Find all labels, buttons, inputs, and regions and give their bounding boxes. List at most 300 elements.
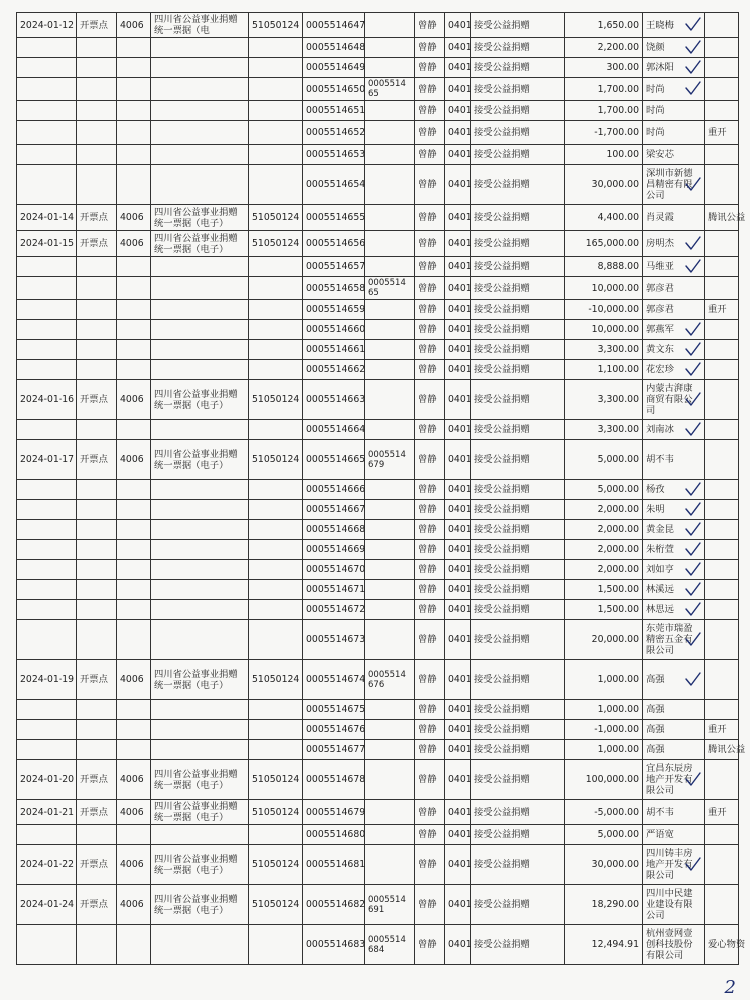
date-cell <box>17 277 77 300</box>
item-name-cell: 接受公益捐赠 <box>471 620 565 660</box>
region-cell <box>249 257 303 277</box>
amount-cell: 1,700.00 <box>565 101 643 121</box>
invoice-type-cell <box>151 78 249 101</box>
item-name-cell: 接受公益捐赠 <box>471 760 565 800</box>
payer-cell: 严语宽 <box>643 825 705 845</box>
table-row <box>17 165 739 205</box>
ref-no-cell <box>365 300 415 320</box>
payer-cell: 林溪远 <box>643 580 705 600</box>
point-cell <box>77 720 117 740</box>
note-cell <box>705 231 739 257</box>
checkmark-icon <box>684 481 702 497</box>
checkmark-icon <box>684 235 702 251</box>
amount-cell: 3,300.00 <box>565 340 643 360</box>
amount-cell: 1,000.00 <box>565 700 643 720</box>
table-row <box>17 38 739 58</box>
point-cell <box>77 257 117 277</box>
code-cell: 4006 <box>117 440 151 480</box>
point-cell <box>77 560 117 580</box>
table-row <box>17 300 739 320</box>
item-code-cell: 0401 <box>445 500 471 520</box>
date-cell <box>17 420 77 440</box>
point-cell <box>77 38 117 58</box>
invoice-type-cell <box>151 101 249 121</box>
item-name-cell: 接受公益捐赠 <box>471 420 565 440</box>
payer-cell: 肖灵霞 <box>643 205 705 231</box>
item-name-cell: 接受公益捐赠 <box>471 560 565 580</box>
point-cell <box>77 540 117 560</box>
note-cell: 重开 <box>705 121 739 145</box>
item-name-cell: 接受公益捐赠 <box>471 800 565 825</box>
invoice-no-cell: 0005514648 <box>303 38 365 58</box>
point-cell: 开票点 <box>77 13 117 38</box>
item-code-cell: 0401 <box>445 560 471 580</box>
code-cell <box>117 480 151 500</box>
checkmark-icon <box>684 16 702 32</box>
table-row <box>17 13 739 38</box>
date-cell <box>17 700 77 720</box>
checkmark-icon <box>684 541 702 557</box>
note-cell <box>705 277 739 300</box>
item-code-cell: 0401 <box>445 720 471 740</box>
payer-cell: 花宏珍 <box>643 360 705 380</box>
table-row <box>17 58 739 78</box>
ref-no-cell <box>365 500 415 520</box>
code-cell <box>117 145 151 165</box>
note-cell <box>705 340 739 360</box>
item-code-cell: 0401 <box>445 925 471 965</box>
code-cell: 4006 <box>117 231 151 257</box>
item-code-cell: 0401 <box>445 620 471 660</box>
item-name-cell: 接受公益捐赠 <box>471 231 565 257</box>
item-code-cell: 0401 <box>445 740 471 760</box>
point-cell <box>77 58 117 78</box>
invoice-no-cell: 0005514680 <box>303 825 365 845</box>
item-name-cell: 接受公益捐赠 <box>471 480 565 500</box>
point-cell <box>77 277 117 300</box>
payer-cell: 房明杰 <box>643 231 705 257</box>
region-cell <box>249 121 303 145</box>
code-cell: 4006 <box>117 660 151 700</box>
item-code-cell: 0401 <box>445 580 471 600</box>
date-cell <box>17 340 77 360</box>
date-cell <box>17 825 77 845</box>
item-name-cell: 接受公益捐赠 <box>471 600 565 620</box>
checkmark-icon <box>684 631 702 647</box>
note-cell <box>705 660 739 700</box>
amount-cell: 100,000.00 <box>565 760 643 800</box>
invoice-no-cell: 0005514681 <box>303 845 365 885</box>
ref-no-cell: 000551465 <box>365 78 415 101</box>
item-code-cell: 0401 <box>445 145 471 165</box>
date-cell <box>17 925 77 965</box>
point-cell <box>77 500 117 520</box>
payer-cell: 四川铸丰房地产开发有限公司 <box>643 845 705 885</box>
ref-no-cell: 0005514679 <box>365 440 415 480</box>
invoice-type-cell <box>151 38 249 58</box>
ref-no-cell: 000551465 <box>365 277 415 300</box>
item-code-cell: 0401 <box>445 165 471 205</box>
payer-cell: 马维亚 <box>643 257 705 277</box>
invoice-type-cell <box>151 700 249 720</box>
ref-no-cell <box>365 380 415 420</box>
date-cell: 2024-01-21 <box>17 800 77 825</box>
date-cell <box>17 38 77 58</box>
invoice-no-cell: 0005514672 <box>303 600 365 620</box>
note-cell: 重开 <box>705 800 739 825</box>
issuer-cell: 曾静 <box>415 520 445 540</box>
invoice-type-cell: 四川省公益事业捐赠统一票据（电子） <box>151 800 249 825</box>
payer-cell: 郭彦君 <box>643 300 705 320</box>
table-row <box>17 231 739 257</box>
invoice-type-cell <box>151 300 249 320</box>
ref-no-cell <box>365 320 415 340</box>
item-name-cell: 接受公益捐赠 <box>471 580 565 600</box>
issuer-cell: 曾静 <box>415 500 445 520</box>
item-name-cell: 接受公益捐赠 <box>471 38 565 58</box>
region-cell <box>249 620 303 660</box>
region-cell: 51050124 <box>249 760 303 800</box>
date-cell <box>17 620 77 660</box>
point-cell <box>77 360 117 380</box>
payer-cell: 高强 <box>643 740 705 760</box>
code-cell: 4006 <box>117 800 151 825</box>
point-cell: 开票点 <box>77 380 117 420</box>
payer-cell: 高强 <box>643 660 705 700</box>
region-cell <box>249 700 303 720</box>
issuer-cell: 曾静 <box>415 78 445 101</box>
amount-cell: 2,200.00 <box>565 38 643 58</box>
table-row <box>17 121 739 145</box>
date-cell: 2024-01-14 <box>17 205 77 231</box>
payer-cell: 时尚 <box>643 78 705 101</box>
region-cell: 51050124 <box>249 845 303 885</box>
item-name-cell: 接受公益捐赠 <box>471 340 565 360</box>
date-cell <box>17 58 77 78</box>
item-name-cell: 接受公益捐赠 <box>471 165 565 205</box>
invoice-no-cell: 0005514662 <box>303 360 365 380</box>
note-cell <box>705 500 739 520</box>
payer-cell: 朱桁萱 <box>643 540 705 560</box>
amount-cell: 1,500.00 <box>565 580 643 600</box>
table-row <box>17 825 739 845</box>
amount-cell: 12,494.91 <box>565 925 643 965</box>
point-cell: 开票点 <box>77 440 117 480</box>
region-cell <box>249 320 303 340</box>
invoice-no-cell: 0005514660 <box>303 320 365 340</box>
invoice-type-cell: 四川省公益事业捐赠统一票据（电子） <box>151 760 249 800</box>
note-cell <box>705 560 739 580</box>
invoice-type-cell <box>151 925 249 965</box>
issuer-cell: 曾静 <box>415 121 445 145</box>
note-cell <box>705 145 739 165</box>
ref-no-cell <box>365 520 415 540</box>
ref-no-cell <box>365 560 415 580</box>
amount-cell: 1,650.00 <box>565 13 643 38</box>
note-cell <box>705 257 739 277</box>
invoice-no-cell: 0005514683 <box>303 925 365 965</box>
date-cell: 2024-01-20 <box>17 760 77 800</box>
checkmark-icon <box>684 391 702 407</box>
item-code-cell: 0401 <box>445 58 471 78</box>
table-row <box>17 800 739 825</box>
checkmark-icon <box>684 856 702 872</box>
issuer-cell: 曾静 <box>415 13 445 38</box>
issuer-cell: 曾静 <box>415 58 445 78</box>
ref-no-cell <box>365 101 415 121</box>
note-cell: 重开 <box>705 300 739 320</box>
amount-cell: 300.00 <box>565 58 643 78</box>
item-name-cell: 接受公益捐赠 <box>471 380 565 420</box>
table-row <box>17 925 739 965</box>
invoice-no-cell: 0005514653 <box>303 145 365 165</box>
table-row <box>17 845 739 885</box>
amount-cell: 5,000.00 <box>565 480 643 500</box>
item-code-cell: 0401 <box>445 760 471 800</box>
item-code-cell: 0401 <box>445 825 471 845</box>
invoice-no-cell: 0005514674 <box>303 660 365 700</box>
region-cell <box>249 480 303 500</box>
ref-no-cell <box>365 165 415 205</box>
date-cell <box>17 520 77 540</box>
item-name-cell: 接受公益捐赠 <box>471 500 565 520</box>
table-row <box>17 380 739 420</box>
point-cell: 开票点 <box>77 845 117 885</box>
date-cell <box>17 320 77 340</box>
item-code-cell: 0401 <box>445 121 471 145</box>
region-cell: 51050124 <box>249 660 303 700</box>
code-cell <box>117 257 151 277</box>
invoice-no-cell: 0005514656 <box>303 231 365 257</box>
date-cell: 2024-01-24 <box>17 885 77 925</box>
note-cell <box>705 700 739 720</box>
amount-cell: 1,700.00 <box>565 78 643 101</box>
code-cell: 4006 <box>117 760 151 800</box>
issuer-cell: 曾静 <box>415 320 445 340</box>
checkmark-icon <box>684 361 702 377</box>
ref-no-cell <box>365 58 415 78</box>
ref-no-cell <box>365 760 415 800</box>
item-name-cell: 接受公益捐赠 <box>471 720 565 740</box>
issuer-cell: 曾静 <box>415 257 445 277</box>
table-row <box>17 420 739 440</box>
item-code-cell: 0401 <box>445 800 471 825</box>
point-cell <box>77 320 117 340</box>
ref-no-cell: 0005514691 <box>365 885 415 925</box>
payer-cell: 王晓梅 <box>643 13 705 38</box>
amount-cell: 4,400.00 <box>565 205 643 231</box>
invoice-type-cell <box>151 825 249 845</box>
invoice-no-cell: 0005514682 <box>303 885 365 925</box>
code-cell <box>117 580 151 600</box>
invoice-no-cell: 0005514651 <box>303 101 365 121</box>
invoice-no-cell: 0005514664 <box>303 420 365 440</box>
invoice-no-cell: 0005514654 <box>303 165 365 205</box>
ref-no-cell <box>365 38 415 58</box>
invoice-type-cell: 四川省公益事业捐赠统一票据（电子） <box>151 885 249 925</box>
invoice-type-cell <box>151 420 249 440</box>
item-name-cell: 接受公益捐赠 <box>471 277 565 300</box>
item-name-cell: 接受公益捐赠 <box>471 121 565 145</box>
region-cell: 51050124 <box>249 231 303 257</box>
checkmark-icon <box>684 421 702 437</box>
note-cell <box>705 320 739 340</box>
note-cell: 重开 <box>705 720 739 740</box>
invoice-no-cell: 0005514668 <box>303 520 365 540</box>
invoice-no-cell: 0005514661 <box>303 340 365 360</box>
point-cell <box>77 825 117 845</box>
ref-no-cell <box>365 620 415 660</box>
payer-cell: 时尚 <box>643 121 705 145</box>
item-name-cell: 接受公益捐赠 <box>471 300 565 320</box>
invoice-type-cell: 四川省公益事业捐赠统一票据（电子） <box>151 660 249 700</box>
checkmark-icon <box>684 581 702 597</box>
table-row <box>17 700 739 720</box>
issuer-cell: 曾静 <box>415 380 445 420</box>
amount-cell: 1,100.00 <box>565 360 643 380</box>
date-cell <box>17 165 77 205</box>
item-name-cell: 接受公益捐赠 <box>471 257 565 277</box>
invoice-no-cell: 0005514665 <box>303 440 365 480</box>
ref-no-cell <box>365 257 415 277</box>
invoice-no-cell: 0005514647 <box>303 13 365 38</box>
code-cell <box>117 620 151 660</box>
code-cell: 4006 <box>117 885 151 925</box>
payer-cell: 刘南冰 <box>643 420 705 440</box>
code-cell <box>117 340 151 360</box>
invoice-no-cell: 0005514659 <box>303 300 365 320</box>
invoice-type-cell <box>151 121 249 145</box>
note-cell: 腾讯公益 <box>705 740 739 760</box>
invoice-no-cell: 0005514669 <box>303 540 365 560</box>
point-cell <box>77 78 117 101</box>
region-cell <box>249 740 303 760</box>
table-row <box>17 620 739 660</box>
invoice-type-cell <box>151 58 249 78</box>
point-cell: 开票点 <box>77 205 117 231</box>
table-row <box>17 740 739 760</box>
item-name-cell: 接受公益捐赠 <box>471 520 565 540</box>
payer-cell: 梁安芯 <box>643 145 705 165</box>
table-row <box>17 205 739 231</box>
ref-no-cell <box>365 740 415 760</box>
date-cell <box>17 257 77 277</box>
item-code-cell: 0401 <box>445 440 471 480</box>
amount-cell: 2,000.00 <box>565 540 643 560</box>
table-row <box>17 145 739 165</box>
region-cell <box>249 277 303 300</box>
issuer-cell: 曾静 <box>415 560 445 580</box>
item-code-cell: 0401 <box>445 480 471 500</box>
date-cell <box>17 540 77 560</box>
invoice-no-cell: 0005514679 <box>303 800 365 825</box>
checkmark-icon <box>684 671 702 687</box>
item-code-cell: 0401 <box>445 340 471 360</box>
item-code-cell: 0401 <box>445 257 471 277</box>
invoice-type-cell: 四川省公益事业捐赠统一票据（电子） <box>151 380 249 420</box>
issuer-cell: 曾静 <box>415 145 445 165</box>
note-cell <box>705 440 739 480</box>
code-cell <box>117 58 151 78</box>
invoice-no-cell: 0005514675 <box>303 700 365 720</box>
invoice-no-cell: 0005514677 <box>303 740 365 760</box>
issuer-cell: 曾静 <box>415 38 445 58</box>
point-cell <box>77 700 117 720</box>
note-cell <box>705 13 739 38</box>
code-cell <box>117 520 151 540</box>
code-cell <box>117 600 151 620</box>
date-cell <box>17 560 77 580</box>
note-cell <box>705 380 739 420</box>
amount-cell: 3,300.00 <box>565 420 643 440</box>
amount-cell: 10,000.00 <box>565 320 643 340</box>
region-cell: 51050124 <box>249 885 303 925</box>
payer-cell: 高强 <box>643 700 705 720</box>
issuer-cell: 曾静 <box>415 800 445 825</box>
region-cell: 51050124 <box>249 440 303 480</box>
issuer-cell: 曾静 <box>415 580 445 600</box>
ref-no-cell <box>365 145 415 165</box>
point-cell: 开票点 <box>77 800 117 825</box>
table-row <box>17 760 739 800</box>
note-cell <box>705 885 739 925</box>
amount-cell: 8,888.00 <box>565 257 643 277</box>
point-cell <box>77 600 117 620</box>
point-cell: 开票点 <box>77 760 117 800</box>
issuer-cell: 曾静 <box>415 340 445 360</box>
invoice-no-cell: 0005514666 <box>303 480 365 500</box>
table-row <box>17 320 739 340</box>
issuer-cell: 曾静 <box>415 277 445 300</box>
payer-cell: 高强 <box>643 720 705 740</box>
region-cell <box>249 825 303 845</box>
item-code-cell: 0401 <box>445 600 471 620</box>
region-cell <box>249 101 303 121</box>
ref-no-cell <box>365 580 415 600</box>
checkmark-icon <box>684 561 702 577</box>
note-cell <box>705 58 739 78</box>
item-name-cell: 接受公益捐赠 <box>471 540 565 560</box>
issuer-cell: 曾静 <box>415 300 445 320</box>
code-cell <box>117 700 151 720</box>
checkmark-icon <box>684 80 702 96</box>
note-cell: 爱心物资 <box>705 925 739 965</box>
code-cell <box>117 277 151 300</box>
amount-cell: 100.00 <box>565 145 643 165</box>
code-cell <box>117 320 151 340</box>
date-cell <box>17 121 77 145</box>
issuer-cell: 曾静 <box>415 720 445 740</box>
point-cell <box>77 740 117 760</box>
invoice-no-cell: 0005514663 <box>303 380 365 420</box>
point-cell <box>77 520 117 540</box>
page-number: 2 <box>724 977 736 998</box>
table-row <box>17 480 739 500</box>
region-cell <box>249 300 303 320</box>
code-cell <box>117 300 151 320</box>
region-cell: 51050124 <box>249 380 303 420</box>
invoice-no-cell: 0005514658 <box>303 277 365 300</box>
invoice-no-cell: 0005514649 <box>303 58 365 78</box>
item-code-cell: 0401 <box>445 277 471 300</box>
item-name-cell: 接受公益捐赠 <box>471 700 565 720</box>
issuer-cell: 曾静 <box>415 700 445 720</box>
amount-cell: 165,000.00 <box>565 231 643 257</box>
payer-cell: 郭彦君 <box>643 277 705 300</box>
payer-cell: 时尚 <box>643 101 705 121</box>
item-code-cell: 0401 <box>445 13 471 38</box>
note-cell <box>705 845 739 885</box>
